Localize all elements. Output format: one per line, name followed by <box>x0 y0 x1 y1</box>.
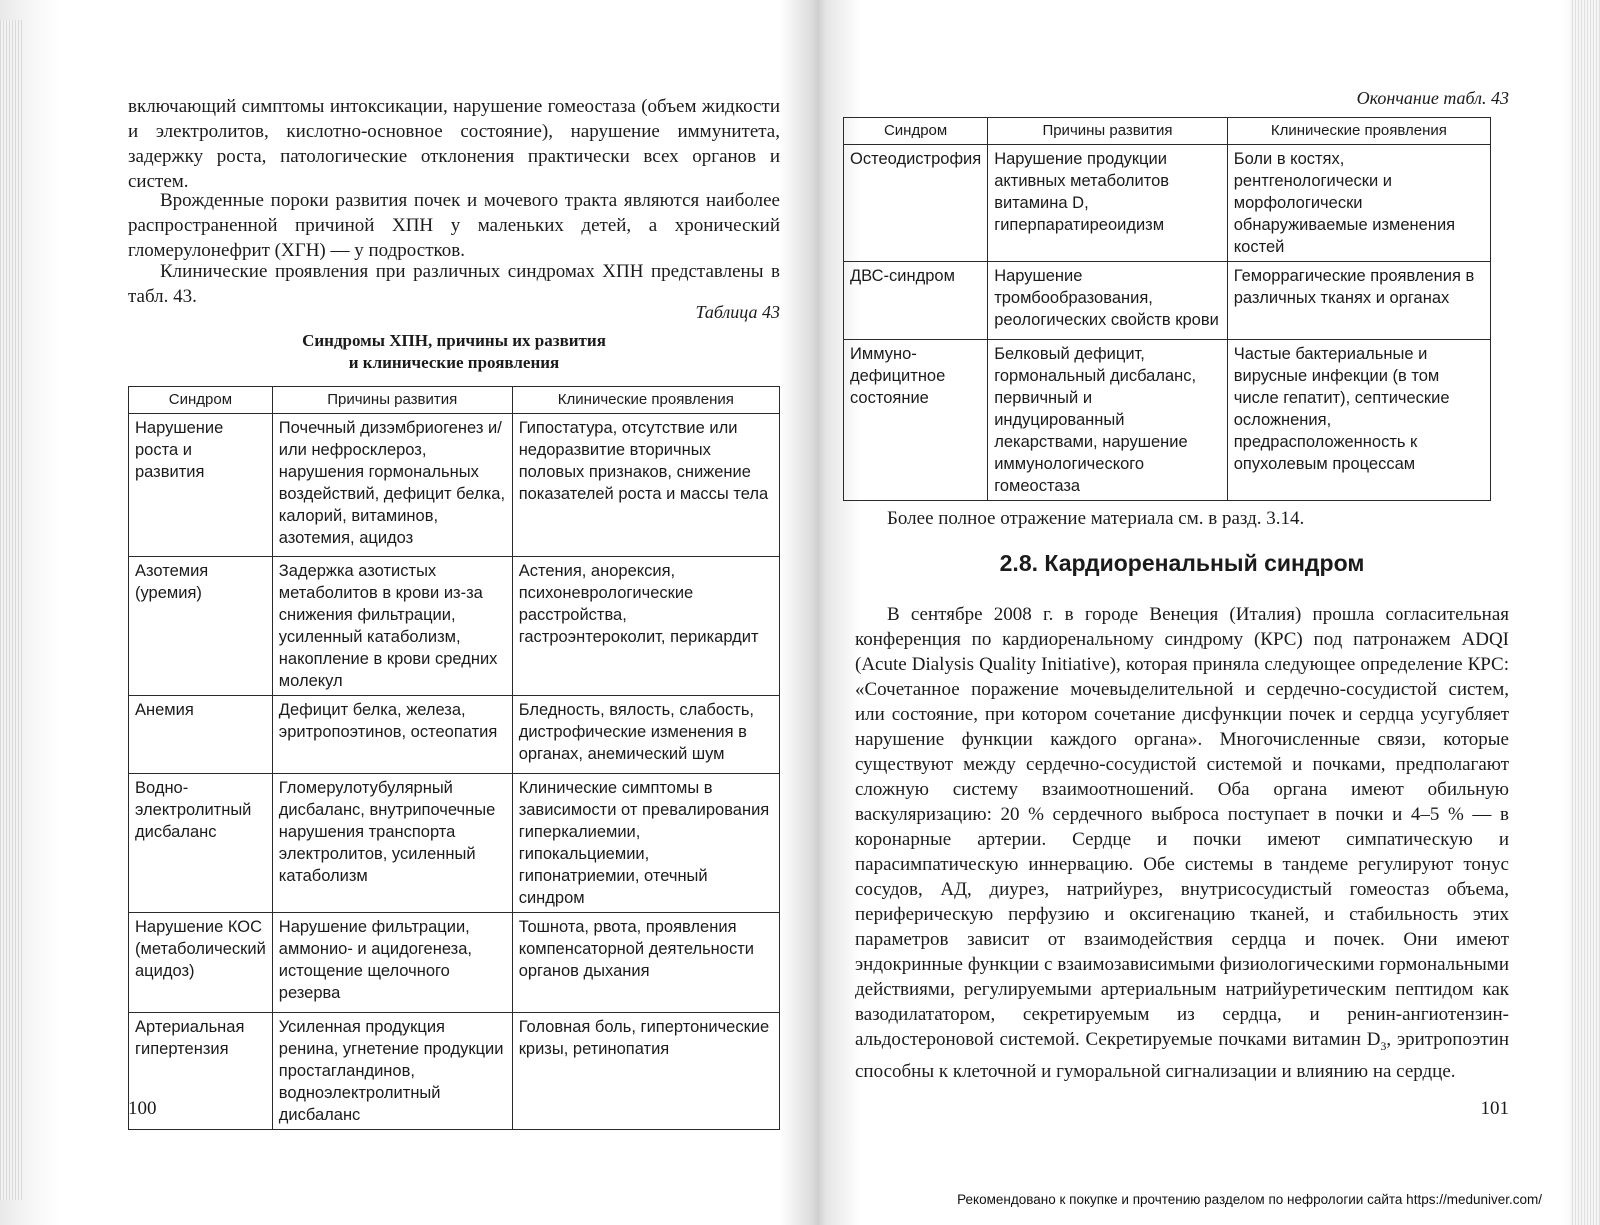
table-row <box>129 696 780 774</box>
footer-recommendation-note: Рекомендовано к покупке и прочтению разделом по нефрологии сайта https://meduniver.com/ <box>957 1192 1542 1207</box>
cell-manifestations: Геморрагические проявления в различных тканях и органах <box>1227 262 1490 340</box>
table-title-line-2: и клинические проявления <box>348 353 560 372</box>
cell-causes: Гломерулотубулярный дисбаланс, внутрипочечные нарушения транспорта электролитов, усиленный катаболизм <box>272 774 512 913</box>
table-row <box>129 1013 780 1130</box>
header-manifestations: Клинические проявления <box>512 387 779 414</box>
table-title <box>128 330 780 374</box>
cell-syndrome: Азотемия (уремия) <box>129 557 273 696</box>
table-title-line-1: Синдромы ХПН, причины их развития <box>302 331 606 350</box>
cell-manifestations: Частые бактериальные и вирусные инфекции (в том числе гепатит), септические осложнения, предрасположенность к опухолевым процессам <box>1227 340 1490 501</box>
cross-reference-note: Более полное отражение материала см. в разд. 3.14. <box>887 508 1305 529</box>
table-continuation-label: Окончание табл. 43 <box>1356 88 1509 108</box>
cell-syndrome: Нарушение КОС (метаболический ацидоз) <box>129 913 273 1013</box>
left-paragraph-3: Клинические проявления при различных синдромах ХПН представлены в табл. 43. <box>128 261 780 307</box>
table-row <box>129 557 780 696</box>
cell-manifestations: Бледность, вялость, слабость, дистрофические изменения в органах, анемический шум <box>512 696 779 774</box>
cell-manifestations: Головная боль, гипертонические кризы, ретинопатия <box>512 1013 779 1130</box>
header-syndrome: Синдром <box>129 387 273 414</box>
cell-syndrome: Остеодистрофия <box>844 145 988 262</box>
table-row <box>844 145 1491 262</box>
section-title: 2.8. Кардиоренальный синдром <box>999 550 1365 576</box>
cell-syndrome: Иммуно-дефицитное состояние <box>844 340 988 501</box>
table-row <box>844 340 1491 501</box>
left-paragraph-1: включающий симптомы интоксикации, нарушение гомеостаза (объем жидкости и электролитов, кислотно-основное состояние), нарушение иммунитета, задержку роста, патологические отклонения практически всех органов и систем. <box>128 96 780 192</box>
syndromes-table-continued <box>843 117 1491 501</box>
table-row <box>129 913 780 1013</box>
table-header-row <box>129 387 780 414</box>
cell-causes: Дефицит белка, железа, эритропоэтинов, остеопатия <box>272 696 512 774</box>
cell-causes: Усиленная продукция ренина, угнетение продукции простагландинов, водноэлектролитный дисбаланс <box>272 1013 512 1130</box>
cell-manifestations: Клинические симптомы в зависимости от превалирования гиперкалиемии, гипокальциемии, гипонатриемии, отечный синдром <box>512 774 779 913</box>
cell-syndrome: ДВС-синдром <box>844 262 988 340</box>
cell-manifestations: Тошнота, рвота, проявления компенсаторной деятельности органов дыхания <box>512 913 779 1013</box>
cell-syndrome: Артериальная гипертензия <box>129 1013 273 1130</box>
cell-causes: Задержка азотистых метаболитов в крови из-за снижения фильтрации, усиленный катаболизм, накопление в крови средних молекул <box>272 557 512 696</box>
table-row <box>844 262 1491 340</box>
right-paragraph-1 <box>855 602 1509 1084</box>
cell-syndrome: Водно-электролитный дисбаланс <box>129 774 273 913</box>
page-edge-left <box>0 20 22 1200</box>
header-manifestations: Клинические проявления <box>1227 118 1490 145</box>
cell-manifestations: Боли в костях, рентгенологически и морфологически обнаруживаемые изменения костей <box>1227 145 1490 262</box>
page-number-left: 100 <box>128 1098 157 1119</box>
paragraph-text-part-2: , эритропоэтин способны к клеточной и гуморальной сигнализации и влиянию на сердце. <box>855 1029 1509 1082</box>
cell-causes: Почечный дизэмбриогенез и/или нефросклероз, нарушения гормональных воздействий, дефицит белка, калорий, витаминов, азотемия, ацидоз <box>272 414 512 557</box>
vitamin-subscript: 3 <box>1380 1038 1387 1053</box>
syndromes-table <box>128 386 780 1130</box>
cell-manifestations: Астения, анорексия, психоневрологические расстройства, гастроэнтероколит, перикардит <box>512 557 779 696</box>
cell-causes: Белковый дефицит, гормональный дисбаланс, первичный и индуцированный лекарствами, нарушение иммунологического гомеостаза <box>988 340 1228 501</box>
cell-syndrome: Анемия <box>129 696 273 774</box>
header-causes: Причины развития <box>988 118 1228 145</box>
header-causes: Причины развития <box>272 387 512 414</box>
header-syndrome: Синдром <box>844 118 988 145</box>
table-header-row <box>844 118 1491 145</box>
table-row <box>129 774 780 913</box>
page-edge-right <box>1570 0 1600 1225</box>
table-row <box>129 414 780 557</box>
cell-manifestations: Гипостатура, отсутствие или недоразвитие вторичных половых признаков, снижение показателей роста и массы тела <box>512 414 779 557</box>
left-paragraph-2: Врожденные пороки развития почек и мочевого тракта являются наиболее распространенной причиной ХПН у маленьких детей, а хронический гломерулонефрит (ХГН) — у подростков. <box>128 190 780 261</box>
cell-causes: Нарушение продукции активных метаболитов витамина D, гиперпаратиреоидизм <box>988 145 1228 262</box>
cell-causes: Нарушение фильтрации, аммонио- и ацидогенеза, истощение щелочного резерва <box>272 913 512 1013</box>
cell-syndrome: Нарушение роста и развития <box>129 414 273 557</box>
table-label: Таблица 43 <box>695 302 780 322</box>
paragraph-text-part-1: В сентябре 2008 г. в городе Венеция (Италия) прошла согласительная конференция по кардиоренальному синдрому (КРС) под патронажем ADQI (Acute Dialysis Quality Initiative), которая приняла следующее определение КРС: «Сочетанное поражение мочевыделительной и сердечно-сосудистой систем, или состояние, при котором сочетание дисфункции почек и сердца усугубляет нарушение функции каждого органа». Многочисленные связи, которые существуют между сердечно-сосудистой системой и почками, предполагают сложную систему взаимоотношений. Оба органа имеют обильную васкуляризацию: 20 % сердечного выброса поступает в почки и 4–5 % — в коронарные артерии. Сердце и почки имеют симпатическую и парасимпатическую иннервацию. Обе системы в тандеме регулируют тонус сосудов, АД, диурез, натрийурез, внутрисосудистый гомеостаз объема, периферическую перфузию и оксигенацию тканей, и стабильность этих параметров зависит от взаимодействия сердца и почек. Они имеют эндокринные функции с взаимозависимыми физиологическими гормональными действиями, регулируемыми артериальным натрийуретическим пептидом как вазодилататором, секретируемым из сердца, и ренин-ангиотензин-альдостероновой системой. Секретируемые почками витамин D <box>855 604 1509 1050</box>
page-number-right: 101 <box>1480 1098 1509 1119</box>
cell-causes: Нарушение тромбообразования, реологических свойств крови <box>988 262 1228 340</box>
